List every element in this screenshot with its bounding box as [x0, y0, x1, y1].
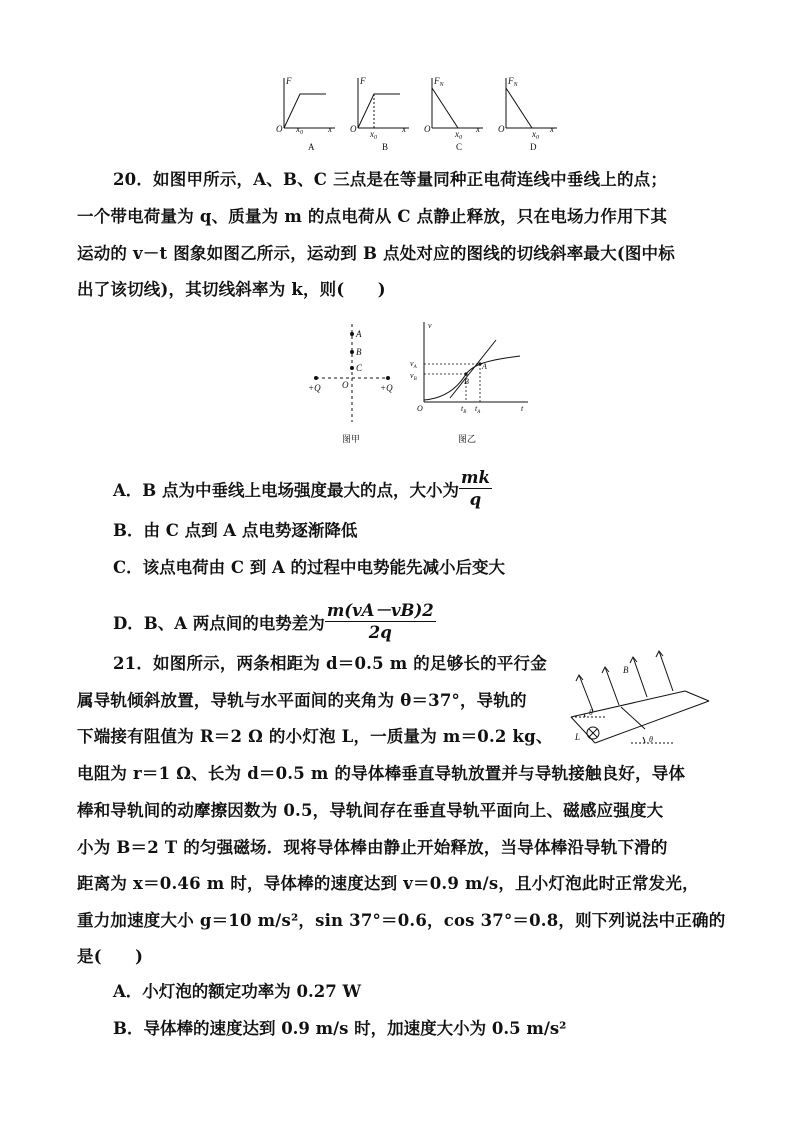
q21-fig-l: L	[575, 732, 581, 742]
graph-c-yaxis: F	[434, 76, 440, 86]
fig-jia-caption: 图甲	[342, 434, 361, 444]
svg-text:vA	[410, 359, 418, 370]
graph-label-a: A	[308, 142, 315, 152]
q20-option-a-numerator: mk	[461, 468, 490, 487]
q20-option-a	[113, 470, 492, 513]
graph-d-x0-sub: 0	[536, 135, 539, 141]
fig-jia-c: C	[356, 363, 363, 373]
graph-c-x0: x	[455, 129, 459, 139]
svg-text:x0	[531, 129, 539, 141]
top-graphs	[270, 70, 570, 152]
graph-b-yaxis: F	[360, 76, 366, 86]
q21-fig-theta-1: θ	[589, 708, 593, 717]
q21-line2: 属导轨倾斜放置，导轨与水平面间的夹角为 θ＝37°，导轨的	[77, 691, 527, 710]
graph-d-yaxis: F	[508, 76, 514, 86]
svg-text:x0	[454, 129, 462, 141]
graph-c-xaxis: x	[476, 124, 480, 134]
graph-a-xaxis: x	[328, 124, 332, 134]
fig-yi-ta-sub: A	[477, 410, 481, 415]
svg-text:tA	[475, 404, 481, 415]
svg-text:x0	[369, 129, 377, 141]
graph-d-origin: O	[498, 124, 505, 134]
q21-line8: 重力加速度大小 g＝10 m/s²，sin 37°＝0.6，cos 37°＝0.8，则下列说法中正确的	[77, 911, 726, 930]
graph-b-xaxis: x	[402, 124, 406, 134]
graph-label-b: B	[382, 142, 389, 152]
q21-line9: 是( )	[77, 947, 144, 966]
fig-jia-q-right: +Q	[380, 383, 393, 393]
q21-option-b: B．导体棒的速度达到 0.9 m/s 时，加速度大小为 0.5 m/s²	[113, 1019, 567, 1038]
q21-fig-b: B	[623, 665, 629, 675]
q21-figure	[565, 645, 725, 755]
q21-line5: 棒和导轨间的动摩擦因数为 0.5，导轨间存在垂直导轨平面向上、磁感应强度大	[77, 801, 664, 820]
graph-b-origin: O	[350, 124, 357, 134]
fig-jia-b: B	[356, 347, 362, 357]
graph-d-xaxis: x	[550, 124, 554, 134]
q20-line3: 运动的 v－t 图象如图乙所示，运动到 B 点处对应的图线的切线斜率最大(图中标	[77, 244, 675, 263]
q20-option-a-denominator: q	[469, 490, 482, 509]
q21-line7: 距离为 x＝0.46 m 时，导体棒的速度达到 v＝0.9 m/s，且小灯泡此时正常发光，	[77, 874, 699, 893]
graph-a-origin: O	[276, 124, 283, 134]
graph-b-x0-sub: 0	[374, 135, 377, 141]
q20-line4: 出了该切线)，其切线斜率为 k，则( )	[77, 280, 386, 299]
fig-yi-v: v	[428, 321, 432, 330]
fig-jia-o: O	[342, 380, 349, 390]
q20-option-d-numerator: m(vA－vB)2	[326, 601, 434, 620]
graph-a-x0: x	[296, 124, 300, 134]
svg-text:vB	[410, 371, 417, 382]
fig-yi-caption: 图乙	[458, 434, 477, 444]
q21-line4: 电阻为 r＝1 Ω、长为 d＝0.5 m 的导体棒垂直导轨放置并与导轨接触良好，导体	[77, 764, 686, 783]
q20-figure-jia	[306, 322, 402, 447]
q20-line2: 一个带电荷量为 q、质量为 m 的点电荷从 C 点静止释放，只在电场力作用下其	[77, 207, 668, 226]
graph-d-yaxis-sub: N	[513, 82, 518, 88]
graph-label-d: D	[530, 142, 537, 152]
fig-yi-o: O	[417, 404, 423, 413]
q20-option-d-text: D．B、A 两点间的电势差为	[113, 614, 325, 633]
q20-line1: 20．如图甲所示，A、B、C 三点是在等量同种正电荷连线中垂线上的点；	[113, 170, 668, 189]
fig-jia-a: A	[356, 329, 362, 339]
svg-text:tB	[461, 404, 466, 415]
graph-c-origin: O	[424, 124, 431, 134]
fig-yi-ta: t	[475, 404, 478, 413]
fig-yi-b: B	[464, 377, 469, 386]
svg-text:FN	[433, 76, 445, 88]
svg-text:FN	[507, 76, 519, 88]
fig-yi-tb: t	[461, 404, 464, 413]
fig-yi-t: t	[521, 404, 524, 413]
fig-yi-va: v	[410, 359, 414, 368]
q21-option-a: A．小灯泡的额定功率为 0.27 W	[113, 982, 362, 1001]
graph-label-c: C	[456, 142, 463, 152]
q20-option-b: B．由 C 点到 A 点电势逐渐降低	[113, 521, 358, 540]
graph-a-x0-sub: 0	[300, 130, 303, 136]
q20-figure-yi	[408, 318, 538, 448]
svg-text:x0	[295, 124, 303, 136]
q20-option-c: C．该点电荷由 C 到 A 的过程中电势能先减小后变大	[113, 558, 506, 577]
graph-b-x0: x	[370, 129, 374, 139]
fig-yi-va-sub: A	[413, 365, 417, 370]
fig-yi-vb: v	[410, 371, 414, 380]
fig-yi-a: A	[482, 362, 487, 371]
graph-a-yaxis: F	[286, 76, 292, 86]
q21-line3: 下端接有阻值为 R＝2 Ω 的小灯泡 L，一质量为 m＝0.2 kg、	[77, 727, 553, 746]
q20-option-d-denominator: 2q	[368, 623, 392, 642]
q20-option-d	[113, 603, 436, 646]
q20-option-a-text: A．B 点为中垂线上电场强度最大的点，大小为	[113, 481, 459, 500]
q21-fig-theta-2: θ	[649, 735, 653, 744]
graph-c-x0-sub: 0	[459, 135, 462, 141]
fig-yi-vb-sub: B	[413, 377, 417, 382]
q21-line6: 小为 B＝2 T 的匀强磁场．现将导体棒由静止开始释放，当导体棒沿导轨下滑的	[77, 838, 668, 857]
q21-line1: 21．如图所示，两条相距为 d＝0.5 m 的足够长的平行金	[113, 654, 547, 673]
fig-yi-tb-sub: B	[463, 410, 467, 415]
graph-d-x0: x	[532, 129, 536, 139]
graph-c-yaxis-sub: N	[439, 82, 444, 88]
fig-jia-q-left: +Q	[308, 383, 321, 393]
